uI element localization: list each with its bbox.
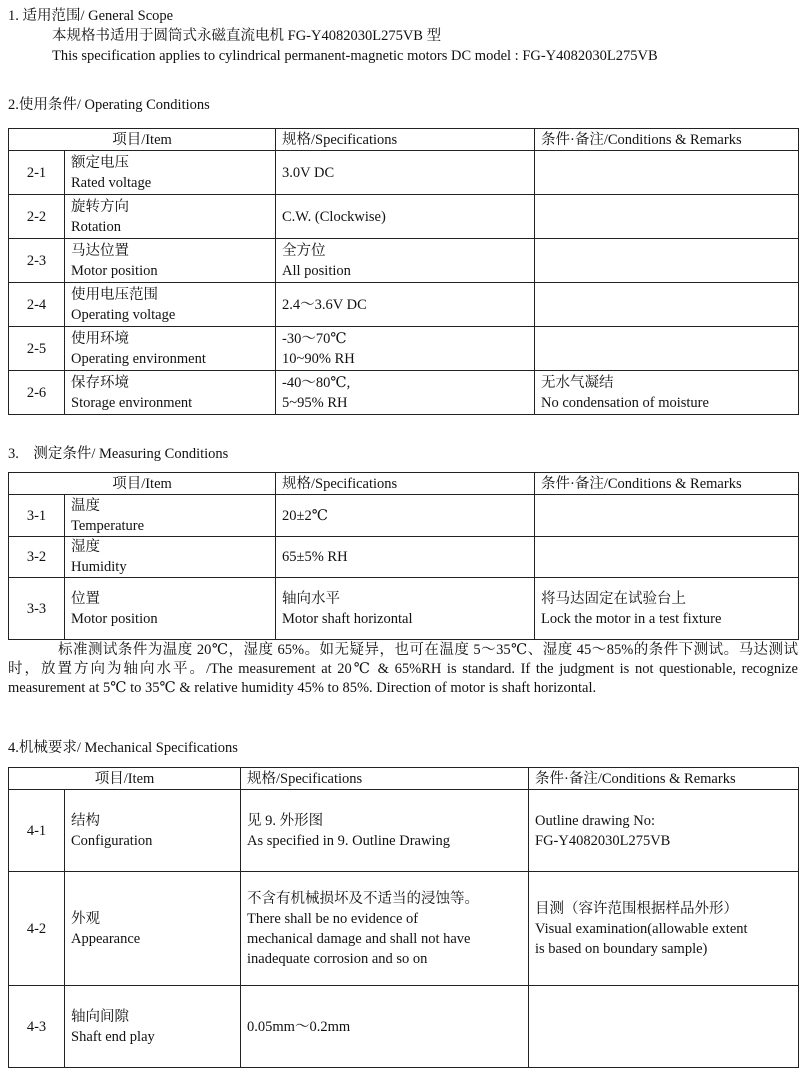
item-chinese: 额定电压 bbox=[71, 154, 129, 171]
header-item: 项目/Item bbox=[9, 768, 241, 790]
conditions-cell bbox=[535, 283, 799, 327]
spec-line: 5~95% RH bbox=[282, 394, 348, 411]
spec-line: inadequate corrosion and so on bbox=[247, 950, 428, 967]
section-2-heading: 2.使用条件/ Operating Conditions bbox=[8, 97, 210, 113]
table-header-row bbox=[9, 768, 799, 790]
condition-line: is based on boundary sample) bbox=[535, 940, 708, 957]
spec-line: 不含有机械损坏及不适当的浸蚀等。 bbox=[247, 890, 480, 907]
header-specifications: 规格/Specifications bbox=[241, 768, 529, 790]
item-english: Rotation bbox=[71, 218, 121, 235]
spec-line: As specified in 9. Outline Drawing bbox=[247, 832, 450, 849]
note-paragraph bbox=[8, 641, 798, 698]
conditions-cell bbox=[535, 195, 799, 239]
row-number: 4-2 bbox=[9, 872, 65, 986]
spec-cell bbox=[276, 578, 535, 640]
item-english: Operating voltage bbox=[71, 306, 176, 323]
measurement-note bbox=[8, 641, 798, 698]
header-conditions: 条件·备注/Conditions & Remarks bbox=[535, 473, 799, 495]
spec-line: -40～80℃, bbox=[282, 374, 351, 391]
spec-line: 65±5% RH bbox=[282, 549, 348, 565]
table-row bbox=[9, 790, 799, 872]
spec-cell bbox=[276, 537, 535, 578]
item-english: Storage environment bbox=[71, 394, 193, 411]
condition-line: No condensation of moisture bbox=[541, 394, 709, 411]
item-cell bbox=[65, 371, 276, 415]
spec-line: 10~90% RH bbox=[282, 350, 355, 367]
item-chinese: 位置 bbox=[71, 590, 100, 607]
item-cell bbox=[65, 195, 276, 239]
spec-line: All position bbox=[282, 262, 351, 279]
condition-line: FG-Y4082030L275VB bbox=[535, 832, 671, 849]
header-specifications: 规格/Specifications bbox=[276, 473, 535, 495]
item-cell bbox=[65, 151, 276, 195]
conditions-cell bbox=[535, 495, 799, 537]
spec-line: C.W. (Clockwise) bbox=[282, 208, 386, 225]
item-chinese: 使用环境 bbox=[71, 330, 129, 347]
conditions-cell bbox=[535, 151, 799, 195]
conditions-cell bbox=[529, 986, 799, 1068]
conditions-cell bbox=[529, 872, 799, 986]
conditions-cell bbox=[535, 537, 799, 578]
conditions-cell bbox=[535, 578, 799, 640]
item-chinese: 旋转方向 bbox=[71, 198, 129, 215]
conditions-cell bbox=[529, 790, 799, 872]
item-cell bbox=[65, 986, 241, 1068]
operating-conditions-table bbox=[8, 128, 799, 415]
item-english: Appearance bbox=[71, 930, 141, 947]
spec-line: 3.0V DC bbox=[282, 164, 335, 181]
condition-line: 将马达固定在试验台上 bbox=[541, 590, 687, 607]
section-4-heading: 4.机械要求/ Mechanical Specifications bbox=[8, 740, 238, 756]
condition-line: 目测（容许范围根据样品外形） bbox=[535, 900, 739, 917]
row-number: 2-5 bbox=[9, 327, 65, 371]
spec-cell bbox=[276, 283, 535, 327]
scope-line-english: This specification applies to cylindrical permanent-magnetic motors DC model : FG-Y4082030L275VB bbox=[52, 48, 658, 64]
row-number: 3-2 bbox=[9, 537, 65, 578]
row-number: 4-1 bbox=[9, 790, 65, 872]
table-row bbox=[9, 151, 799, 195]
section-3-heading: 3. 测定条件/ Measuring Conditions bbox=[8, 446, 229, 462]
row-number: 3-1 bbox=[9, 495, 65, 537]
conditions-cell bbox=[535, 327, 799, 371]
note-chinese: 标准测试条件为温度 20℃，湿度 65%。如无疑异，也可在温度 5～35℃、湿度 45～85%的条件下测试。马达测试时，放置方向为轴向水平。 bbox=[8, 642, 798, 677]
item-english: Temperature bbox=[71, 517, 145, 534]
spec-cell bbox=[241, 986, 529, 1068]
item-cell bbox=[65, 578, 276, 640]
spec-line: 20±2℃ bbox=[282, 507, 328, 524]
spec-line: 轴向水平 bbox=[282, 590, 341, 607]
table-row bbox=[9, 872, 799, 986]
item-chinese: 马达位置 bbox=[71, 242, 129, 259]
row-number: 2-6 bbox=[9, 371, 65, 415]
row-number: 3-3 bbox=[9, 578, 65, 640]
table-row bbox=[9, 371, 799, 415]
table-row bbox=[9, 327, 799, 371]
spec-line: Motor shaft horizontal bbox=[282, 610, 413, 627]
spec-line: There shall be no evidence of bbox=[247, 910, 419, 927]
table-row bbox=[9, 239, 799, 283]
item-chinese: 湿度 bbox=[71, 539, 100, 555]
table-row bbox=[9, 195, 799, 239]
item-chinese: 轴向间隙 bbox=[71, 1008, 129, 1025]
table-header-row bbox=[9, 129, 799, 151]
row-number: 2-2 bbox=[9, 195, 65, 239]
header-item: 项目/Item bbox=[9, 129, 276, 151]
item-cell bbox=[65, 537, 276, 578]
table-row bbox=[9, 283, 799, 327]
measuring-conditions-table bbox=[8, 472, 799, 640]
header-conditions: 条件·备注/Conditions & Remarks bbox=[535, 129, 799, 151]
spec-line: 0.05mm～0.2mm bbox=[247, 1018, 351, 1035]
item-cell bbox=[65, 283, 276, 327]
item-english: Operating environment bbox=[71, 350, 206, 367]
header-item: 项目/Item bbox=[9, 473, 276, 495]
spec-cell bbox=[241, 790, 529, 872]
item-chinese: 外观 bbox=[71, 910, 100, 927]
item-english: Rated voltage bbox=[71, 174, 152, 191]
spec-cell bbox=[276, 371, 535, 415]
conditions-cell bbox=[535, 239, 799, 283]
note-english: /The measurement at 20℃ & 65%RH is standard. If the judgment is not questionable, recognize measurement at 5℃ to 35℃ & relative humidity 45% to 85%. Direction of motor is shaft horizontal. bbox=[8, 661, 798, 696]
header-specifications: 规格/Specifications bbox=[276, 129, 535, 151]
spec-line: -30～70℃ bbox=[282, 330, 347, 347]
condition-line: Lock the motor in a test fixture bbox=[541, 610, 722, 627]
row-number: 2-1 bbox=[9, 151, 65, 195]
row-number: 4-3 bbox=[9, 986, 65, 1068]
spec-line: 全方位 bbox=[282, 242, 326, 259]
spec-cell bbox=[276, 495, 535, 537]
row-number: 2-4 bbox=[9, 283, 65, 327]
section-1-heading: 1. 适用范围/ General Scope bbox=[8, 8, 174, 24]
spec-cell bbox=[276, 151, 535, 195]
item-cell bbox=[65, 239, 276, 283]
table-row bbox=[9, 495, 799, 537]
item-english: Motor position bbox=[71, 610, 158, 627]
item-english: Motor position bbox=[71, 262, 158, 279]
row-number: 2-3 bbox=[9, 239, 65, 283]
spec-line: 见 9. 外形图 bbox=[247, 812, 324, 829]
item-chinese: 保存环境 bbox=[71, 374, 129, 391]
spec-line: 2.4～3.6V DC bbox=[282, 296, 367, 313]
item-cell bbox=[65, 327, 276, 371]
spec-cell bbox=[276, 327, 535, 371]
item-cell bbox=[65, 495, 276, 537]
item-chinese: 使用电压范围 bbox=[71, 286, 158, 303]
condition-line: 无水气凝结 bbox=[541, 374, 614, 391]
header-conditions: 条件·备注/Conditions & Remarks bbox=[529, 768, 799, 790]
spec-cell bbox=[276, 195, 535, 239]
item-english: Shaft end play bbox=[71, 1028, 155, 1045]
scope-line-chinese: 本规格书适用于圆筒式永磁直流电机 FG-Y4082030L275VB 型 bbox=[52, 28, 442, 44]
table-row bbox=[9, 537, 799, 578]
item-chinese: 温度 bbox=[71, 497, 100, 514]
item-english: Configuration bbox=[71, 832, 153, 849]
conditions-cell bbox=[535, 371, 799, 415]
spec-cell bbox=[241, 872, 529, 986]
table-row bbox=[9, 578, 799, 640]
mechanical-specifications-table bbox=[8, 767, 799, 1068]
condition-line: Outline drawing No: bbox=[535, 812, 656, 829]
item-cell bbox=[65, 790, 241, 872]
item-english: Humidity bbox=[71, 559, 127, 575]
item-chinese: 结构 bbox=[71, 812, 100, 829]
spec-line: mechanical damage and shall not have bbox=[247, 930, 471, 947]
table-header-row bbox=[9, 473, 799, 495]
item-cell bbox=[65, 872, 241, 986]
condition-line: Visual examination(allowable extent bbox=[535, 920, 748, 937]
table-row bbox=[9, 986, 799, 1068]
spec-cell bbox=[276, 239, 535, 283]
